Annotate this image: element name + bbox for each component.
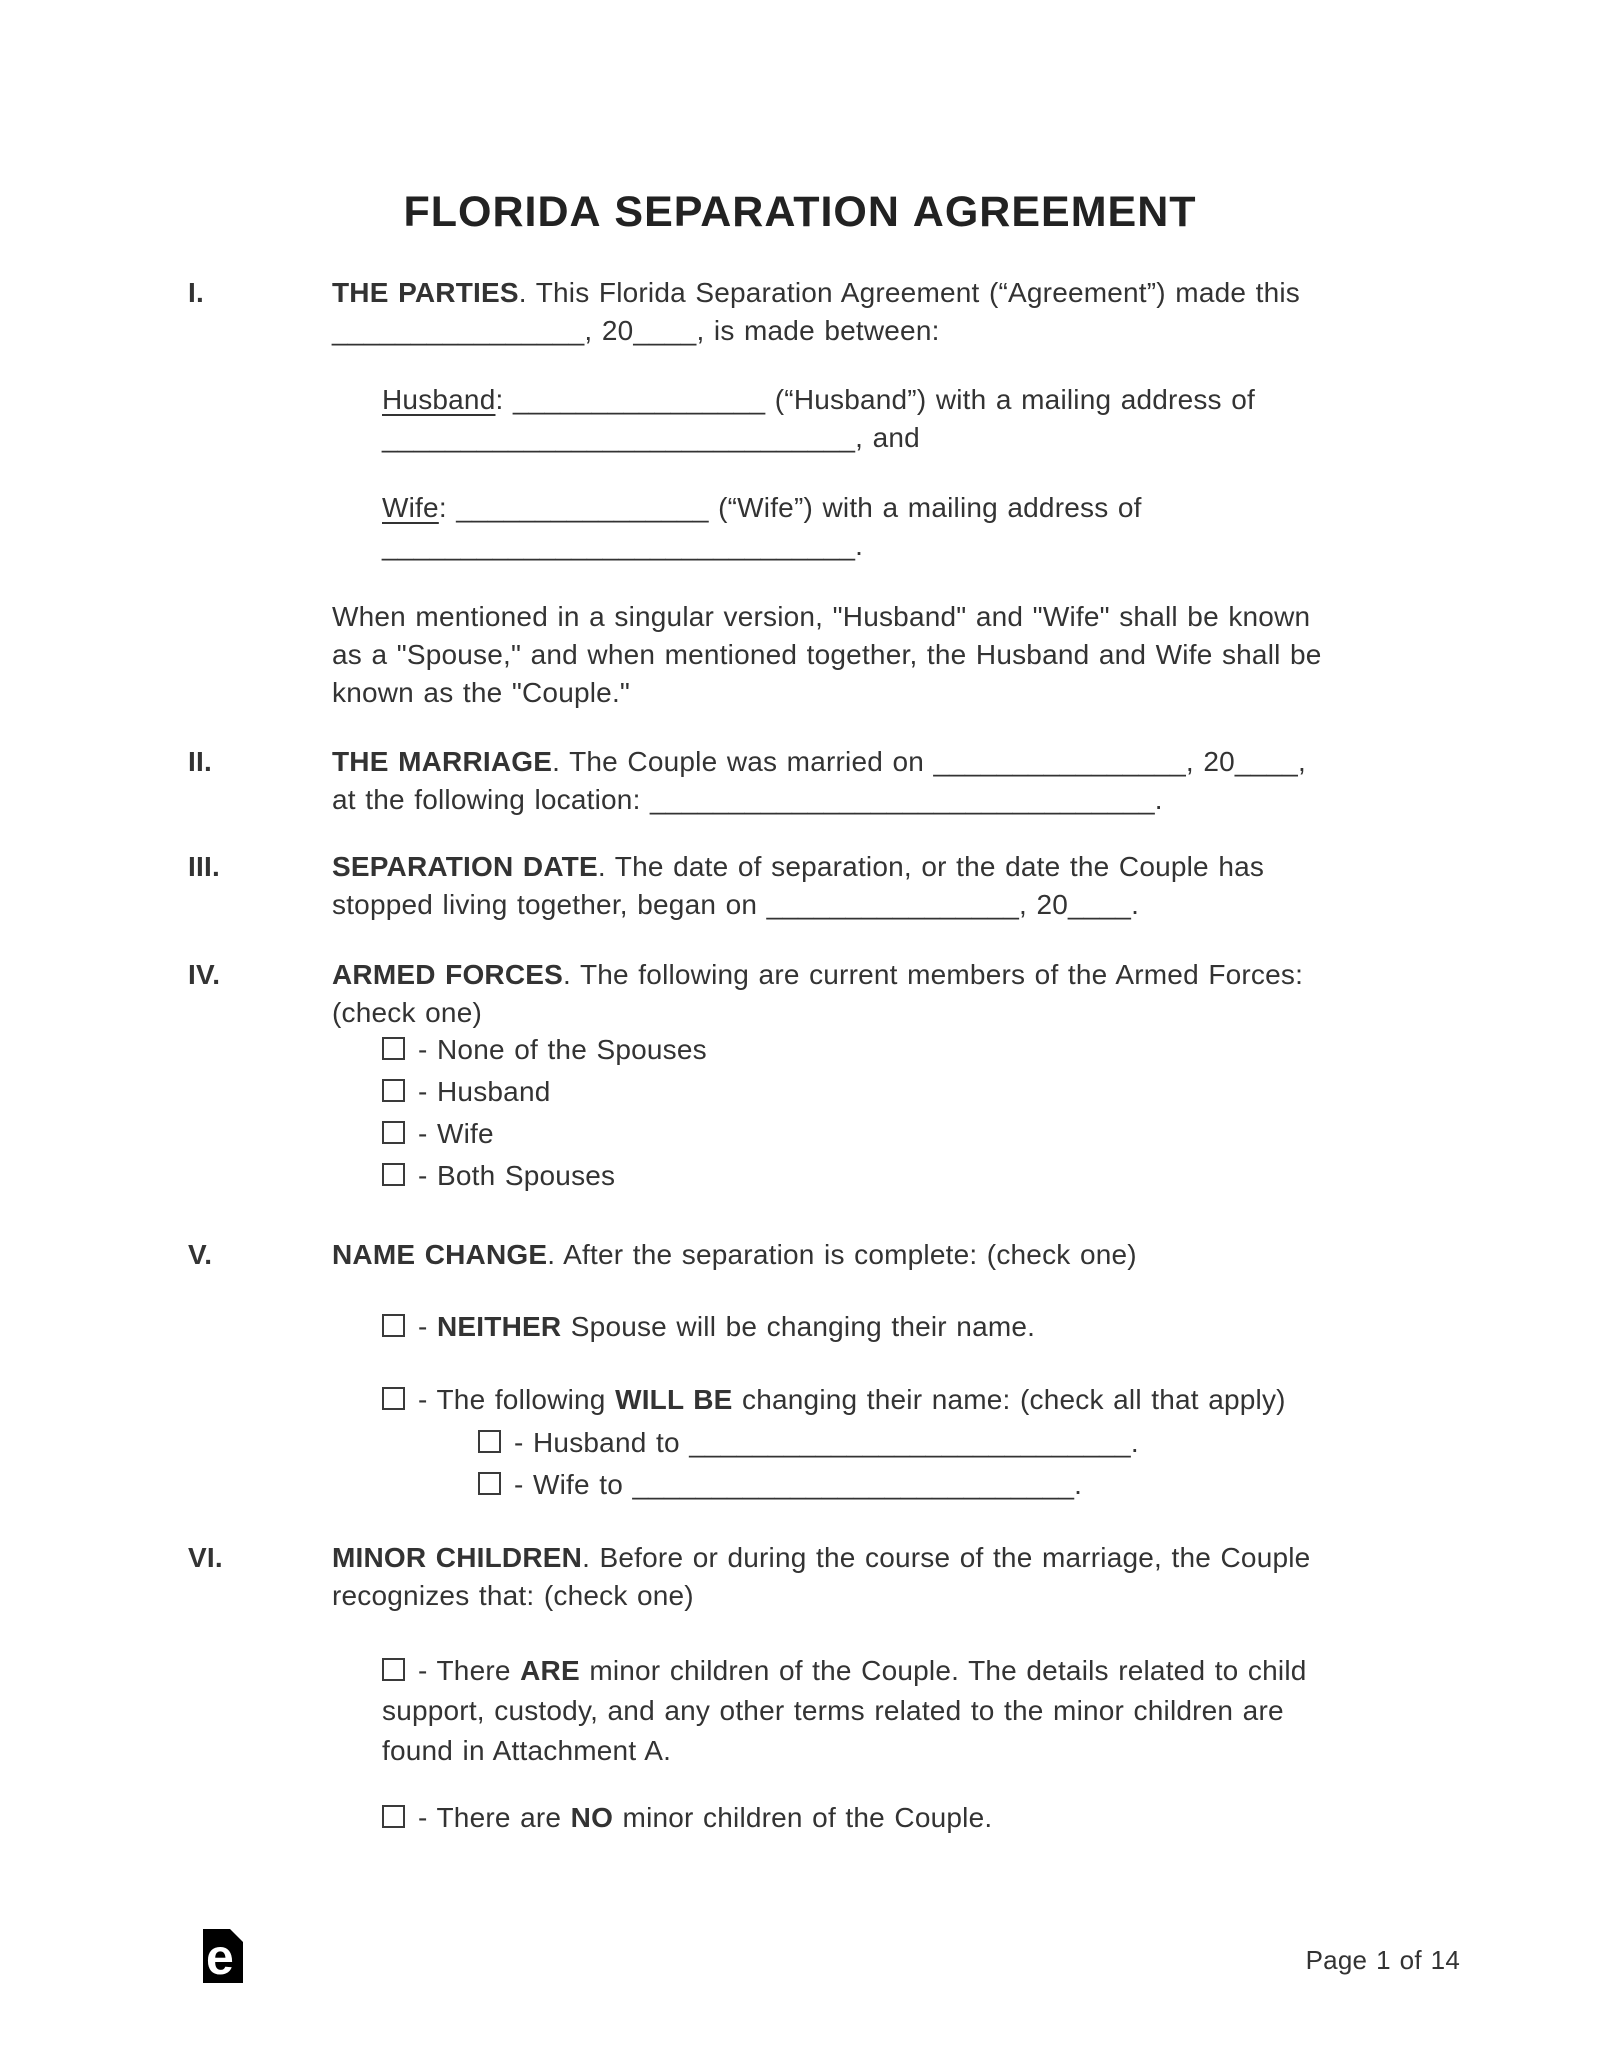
checkbox-will-be-name-change[interactable] [382, 1387, 405, 1410]
checkbox-husband[interactable] [382, 1079, 405, 1102]
section-numeral: IV. [188, 959, 221, 990]
option-label: - None of the Spouses [418, 1034, 707, 1065]
section-numeral: III. [188, 851, 220, 882]
fill-in-line: stopped living together, began on ________________, 20____. [332, 889, 1140, 920]
eforms-logo [203, 1929, 243, 1983]
page-number: Page 1 of 14 [1305, 1945, 1460, 1975]
text-line: support, custody, and any other terms related to the minor children are [382, 1695, 1284, 1726]
fill-in-line: - Husband to ____________________________. [514, 1427, 1139, 1458]
section-the-parties [0, 274, 1600, 350]
section-name-change [0, 1236, 1600, 1274]
checkbox-both-spouses[interactable] [382, 1163, 405, 1186]
option-label: - Both Spouses [418, 1160, 616, 1191]
fill-in-line: ______________________________, and [382, 422, 920, 453]
section-separation-date [0, 848, 1600, 924]
text-line: known as the "Couple." [332, 677, 631, 708]
text-line: THE MARRIAGE. The Couple was married on ________________, 20____, [332, 746, 1306, 777]
checkbox-husband-name-change[interactable] [478, 1430, 501, 1453]
text-line: When mentioned in a singular version, "Husband" and "Wife" shall be known [332, 601, 1311, 632]
section-heading: THE MARRIAGE [332, 746, 553, 777]
fill-in-line: ________________, 20____, is made between: [332, 315, 940, 346]
section-numeral: VI. [188, 1542, 223, 1573]
fill-in-line: at the following location: ________________________________. [332, 784, 1163, 815]
text-line: as a "Spouse," and when mentioned together, the Husband and Wife shall be [332, 639, 1322, 670]
checkbox-no-minor-children[interactable] [382, 1805, 405, 1828]
text-line: MINOR CHILDREN. Before or during the course of the marriage, the Couple [332, 1542, 1311, 1573]
section-heading: ARMED FORCES [332, 959, 564, 990]
fill-in-line: - Wife to ____________________________. [514, 1469, 1083, 1500]
wife-party-block [382, 489, 1142, 565]
section-heading: MINOR CHILDREN [332, 1542, 583, 1573]
wife-label: Wife [382, 492, 439, 523]
option-row-no-minor-children: - There are NO minor children of the Couple. [382, 1799, 992, 1837]
text-line: Husband: ________________ (“Husband”) with a mailing address of [382, 384, 1255, 415]
husband-party-block [382, 381, 1255, 457]
section-numeral: I. [188, 277, 204, 308]
option-label: - Husband [418, 1076, 551, 1107]
text-line: NAME CHANGE. After the separation is complete: (check one) [332, 1239, 1137, 1270]
option-row [382, 1029, 707, 1071]
section-heading: SEPARATION DATE [332, 851, 598, 882]
section-the-marriage [0, 743, 1600, 819]
text-line: SEPARATION DATE. The date of separation, or the date the Couple has [332, 851, 1265, 882]
fill-in-line: ______________________________. [382, 530, 864, 561]
text-line: recognizes that: (check one) [332, 1580, 694, 1611]
husband-label: Husband [382, 384, 496, 415]
text-line: Wife: ________________ (“Wife”) with a mailing address of [382, 492, 1142, 523]
spouse-definition-paragraph [332, 598, 1322, 712]
logo-letter: e [206, 1929, 235, 1985]
section-numeral: II. [188, 746, 212, 777]
option-row-husband-new-name [478, 1424, 1139, 1462]
option-row-will-be: - The following WILL BE changing their name: (check all that apply) [382, 1381, 1286, 1419]
option-row-wife-new-name [478, 1466, 1082, 1504]
option-row [382, 1155, 707, 1197]
option-label: - Wife [418, 1118, 494, 1149]
section-minor-children [0, 1539, 1600, 1615]
text-line: found in Attachment A. [382, 1735, 672, 1766]
checkbox-neither-name-change[interactable] [382, 1314, 405, 1337]
option-row [382, 1071, 707, 1113]
option-row-are-minor-children: - There ARE minor children of the Couple. The details related to child support, custody, and any other terms related to the minor children are found in Attachment A. [382, 1651, 1307, 1771]
text-line: (check one) [332, 997, 482, 1028]
option-row [382, 1113, 707, 1155]
checkbox-are-minor-children[interactable] [382, 1658, 405, 1681]
checkbox-wife-name-change[interactable] [478, 1472, 501, 1495]
section-armed-forces [0, 956, 1600, 1032]
section-numeral: V. [188, 1239, 213, 1270]
text-line: THE PARTIES. This Florida Separation Agreement (“Agreement”) made this [332, 277, 1301, 308]
document-title: FLORIDA SEPARATION AGREEMENT [403, 188, 1197, 236]
section-heading: THE PARTIES [332, 277, 519, 308]
section-heading: NAME CHANGE [332, 1239, 548, 1270]
checkbox-none-of-spouses[interactable] [382, 1037, 405, 1060]
checkbox-wife[interactable] [382, 1121, 405, 1144]
option-row-neither: - NEITHER Spouse will be changing their name. [382, 1308, 1035, 1346]
armed-forces-options [382, 1029, 707, 1197]
text-line: ARMED FORCES. The following are current members of the Armed Forces: [332, 959, 1304, 990]
